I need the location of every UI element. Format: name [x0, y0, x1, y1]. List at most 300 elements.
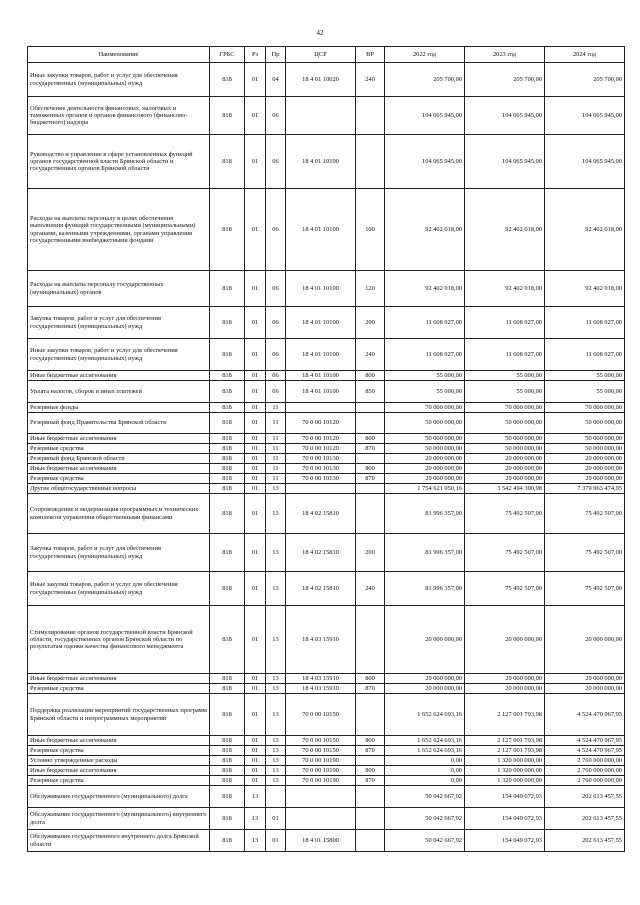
column-header: ЦСР [286, 47, 356, 63]
pr-code: 11 [266, 464, 286, 474]
amount-2022: 70 000 000,00 [385, 403, 465, 413]
rz-code: 01 [245, 484, 266, 494]
table-row [28, 776, 625, 786]
table-row [28, 766, 625, 776]
rz-code: 01 [245, 135, 266, 189]
vr-code [356, 808, 385, 830]
pr-code: 06 [266, 271, 286, 307]
amount-2024: 4 524 470 967,95 [545, 736, 625, 746]
table-row [28, 534, 625, 572]
amount-2023: 20 000 000,00 [465, 606, 545, 674]
table-row [28, 189, 625, 271]
amount-2024: 20 000 000,00 [545, 474, 625, 484]
grbs-code: 818 [210, 97, 245, 135]
row-name: Резервные средства [28, 474, 210, 484]
amount-2022: 55 000,00 [385, 381, 465, 403]
rz-code: 01 [245, 494, 266, 534]
amount-2023: 50 000 000,00 [465, 434, 545, 444]
vr-code: 800 [356, 674, 385, 684]
amount-2023: 154 049 072,93 [465, 830, 545, 852]
amount-2024: 20 000 000,00 [545, 606, 625, 674]
vr-code: 870 [356, 474, 385, 484]
amount-2024: 2 760 000 000,00 [545, 756, 625, 766]
grbs-code: 818 [210, 830, 245, 852]
csr-code: 70 0 00 10190 [286, 766, 356, 776]
pr-code: 06 [266, 371, 286, 381]
amount-2023: 2 127 001 793,98 [465, 736, 545, 746]
amount-2023: 75 492 507,00 [465, 494, 545, 534]
rz-code: 01 [245, 189, 266, 271]
amount-2022: 50 042 667,92 [385, 830, 465, 852]
amount-2023: 154 049 072,93 [465, 808, 545, 830]
csr-code: 70 0 00 10190 [286, 756, 356, 766]
amount-2022: 81 996 357,00 [385, 534, 465, 572]
pr-code: 06 [266, 97, 286, 135]
vr-code: 800 [356, 371, 385, 381]
amount-2022: 11 608 927,00 [385, 307, 465, 339]
row-name: Иные бюджетные ассигнования [28, 736, 210, 746]
grbs-code: 818 [210, 674, 245, 684]
amount-2023: 20 000 000,00 [465, 474, 545, 484]
rz-code: 01 [245, 444, 266, 454]
rz-code: 01 [245, 381, 266, 403]
row-name: Закупка товаров, работ и услуг для обеспечения государственных (муниципальных) нужд [28, 534, 210, 572]
pr-code [266, 786, 286, 808]
rz-code: 01 [245, 766, 266, 776]
vr-code: 850 [356, 381, 385, 403]
vr-code: 870 [356, 444, 385, 454]
grbs-code: 818 [210, 381, 245, 403]
table-row [28, 371, 625, 381]
row-name: Закупка товаров, работ и услуг для обеспечения государственных (муниципальных) нужд [28, 307, 210, 339]
grbs-code: 818 [210, 786, 245, 808]
csr-code: 70 0 00 10130 [286, 454, 356, 464]
grbs-code: 818 [210, 694, 245, 736]
rz-code: 01 [245, 746, 266, 756]
amount-2022: 20 000 000,00 [385, 674, 465, 684]
csr-code: 70 0 00 10120 [286, 413, 356, 434]
pr-code: 04 [266, 63, 286, 97]
table-row [28, 271, 625, 307]
table-row [28, 454, 625, 464]
row-name: Расходы на выплаты персоналу в целях обеспечения выполнения функций государственными (муниципальными) органами, казенными учреждениями, органами управления государственными внебюджетными фондами [28, 189, 210, 271]
rz-code: 01 [245, 464, 266, 474]
grbs-code: 818 [210, 756, 245, 766]
amount-2022: 1 652 624 693,16 [385, 736, 465, 746]
grbs-code: 818 [210, 63, 245, 97]
vr-code [356, 606, 385, 674]
amount-2024: 50 000 000,00 [545, 444, 625, 454]
amount-2022: 0,00 [385, 766, 465, 776]
rz-code: 01 [245, 434, 266, 444]
amount-2024: 205 700,00 [545, 63, 625, 97]
row-name: Иные закупки товаров, работ и услуг для обеспечения государственных (муниципальных) нужд [28, 572, 210, 606]
csr-code [286, 786, 356, 808]
vr-code: 100 [356, 189, 385, 271]
csr-code: 70 0 00 10150 [286, 736, 356, 746]
row-name: Иные закупки товаров, работ и услуг для обеспечения государственных (муниципальных) нужд [28, 63, 210, 97]
rz-code: 13 [245, 830, 266, 852]
table-row [28, 474, 625, 484]
table-row [28, 606, 625, 674]
amount-2023: 92 402 018,00 [465, 189, 545, 271]
row-name: Иные бюджетные ассигнования [28, 766, 210, 776]
vr-code: 240 [356, 339, 385, 371]
table-row [28, 63, 625, 97]
amount-2024: 70 000 000,00 [545, 403, 625, 413]
amount-2022: 1 652 624 693,16 [385, 694, 465, 736]
row-name: Иные бюджетные ассигнования [28, 371, 210, 381]
row-name: Резервный фонд Правительства Брянской области [28, 413, 210, 434]
pr-code: 13 [266, 484, 286, 494]
pr-code: 13 [266, 494, 286, 534]
rz-code: 01 [245, 776, 266, 786]
grbs-code: 818 [210, 444, 245, 454]
csr-code: 70 0 00 10120 [286, 444, 356, 454]
vr-code: 120 [356, 271, 385, 307]
budget-table [27, 46, 625, 852]
amount-2024: 92 402 018,00 [545, 271, 625, 307]
vr-code: 800 [356, 766, 385, 776]
csr-code: 18 4 01 10100 [286, 371, 356, 381]
pr-code: 11 [266, 403, 286, 413]
csr-code: 18 4 01 10100 [286, 381, 356, 403]
csr-code: 18 4 01 10100 [286, 189, 356, 271]
row-name: Стимулирование органов государственной власти Брянской области, государственных органов Брянской области по результатам оценки качества финансового менеджмента [28, 606, 210, 674]
amount-2023: 2 127 001 793,98 [465, 694, 545, 736]
csr-code: 18 4 01 10100 [286, 307, 356, 339]
table-row [28, 403, 625, 413]
vr-code [356, 454, 385, 464]
grbs-code: 818 [210, 434, 245, 444]
csr-code: 18 4 03 15910 [286, 674, 356, 684]
grbs-code: 818 [210, 307, 245, 339]
pr-code: 13 [266, 746, 286, 756]
rz-code: 01 [245, 271, 266, 307]
amount-2022: 50 000 000,00 [385, 413, 465, 434]
amount-2024: 202 613 457,55 [545, 808, 625, 830]
pr-code: 11 [266, 454, 286, 464]
csr-code: 70 0 00 10190 [286, 776, 356, 786]
rz-code: 01 [245, 736, 266, 746]
amount-2024: 50 000 000,00 [545, 413, 625, 434]
amount-2022: 20 000 000,00 [385, 454, 465, 464]
pr-code: 13 [266, 736, 286, 746]
amount-2022: 0,00 [385, 756, 465, 766]
row-name: Резервные средства [28, 684, 210, 694]
amount-2022: 50 042 667,92 [385, 808, 465, 830]
amount-2024: 75 492 507,00 [545, 572, 625, 606]
amount-2023: 92 402 018,00 [465, 271, 545, 307]
rz-code: 01 [245, 403, 266, 413]
pr-code: 13 [266, 776, 286, 786]
grbs-code: 818 [210, 135, 245, 189]
vr-code [356, 494, 385, 534]
vr-code [356, 830, 385, 852]
rz-code: 01 [245, 454, 266, 464]
column-header: ВР [356, 47, 385, 63]
table-row [28, 413, 625, 434]
rz-code: 01 [245, 684, 266, 694]
amount-2024: 75 492 507,00 [545, 534, 625, 572]
row-name: Резервные средства [28, 746, 210, 756]
pr-code: 13 [266, 684, 286, 694]
table-row [28, 484, 625, 494]
amount-2022: 50 000 000,00 [385, 434, 465, 444]
page-number: 42 [316, 29, 324, 37]
amount-2023: 20 000 000,00 [465, 684, 545, 694]
amount-2023: 1 320 000 000,00 [465, 776, 545, 786]
vr-code [356, 786, 385, 808]
amount-2024: 11 608 927,00 [545, 339, 625, 371]
amount-2024: 75 492 507,00 [545, 494, 625, 534]
amount-2022: 81 996 357,00 [385, 494, 465, 534]
pr-code: 11 [266, 413, 286, 434]
grbs-code: 818 [210, 464, 245, 474]
csr-code: 70 0 00 10130 [286, 474, 356, 484]
pr-code: 13 [266, 674, 286, 684]
amount-2022: 50 042 667,92 [385, 786, 465, 808]
csr-code: 18 4 01 10100 [286, 135, 356, 189]
amount-2023: 75 492 507,00 [465, 572, 545, 606]
rz-code: 01 [245, 756, 266, 766]
pr-code: 06 [266, 307, 286, 339]
table-row [28, 307, 625, 339]
rz-code: 01 [245, 474, 266, 484]
table-row [28, 434, 625, 444]
amount-2022: 50 000 000,00 [385, 444, 465, 454]
grbs-code: 818 [210, 776, 245, 786]
amount-2022: 92 402 018,00 [385, 189, 465, 271]
table-row [28, 97, 625, 135]
amount-2024: 104 065 945,00 [545, 97, 625, 135]
row-name: Резервные средства [28, 776, 210, 786]
amount-2024: 4 524 470 967,95 [545, 746, 625, 756]
rz-code: 13 [245, 808, 266, 830]
amount-2022: 20 000 000,00 [385, 464, 465, 474]
table-header-row [28, 47, 625, 63]
vr-code [356, 135, 385, 189]
pr-code: 06 [266, 339, 286, 371]
column-header: Пр [266, 47, 286, 63]
row-name: Иные бюджетные ассигнования [28, 434, 210, 444]
amount-2024: 4 524 470 967,95 [545, 694, 625, 736]
pr-code: 13 [266, 534, 286, 572]
amount-2024: 2 760 000 000,00 [545, 776, 625, 786]
amount-2024: 20 000 000,00 [545, 464, 625, 474]
pr-code: 06 [266, 135, 286, 189]
pr-code: 13 [266, 756, 286, 766]
grbs-code: 818 [210, 484, 245, 494]
rz-code: 01 [245, 674, 266, 684]
csr-code: 18 4 01 10100 [286, 339, 356, 371]
table-row [28, 464, 625, 474]
amount-2023: 50 000 000,00 [465, 413, 545, 434]
csr-code: 70 0 00 10150 [286, 746, 356, 756]
csr-code: 18 4 02 15810 [286, 494, 356, 534]
row-name: Резервные фонды [28, 403, 210, 413]
pr-code: 11 [266, 444, 286, 454]
csr-code [286, 484, 356, 494]
grbs-code: 818 [210, 413, 245, 434]
amount-2023: 104 065 945,00 [465, 135, 545, 189]
rz-code: 01 [245, 413, 266, 434]
amount-2023: 20 000 000,00 [465, 464, 545, 474]
amount-2024: 202 613 457,55 [545, 786, 625, 808]
pr-code: 13 [266, 766, 286, 776]
amount-2024: 55 000,00 [545, 381, 625, 403]
table-row [28, 684, 625, 694]
grbs-code: 818 [210, 684, 245, 694]
amount-2022: 104 065 945,00 [385, 135, 465, 189]
vr-code: 870 [356, 746, 385, 756]
column-header: 2022 год [385, 47, 465, 63]
row-name: Условно утвержденные расходы [28, 756, 210, 766]
rz-code: 01 [245, 339, 266, 371]
rz-code: 01 [245, 572, 266, 606]
amount-2023: 11 608 927,00 [465, 307, 545, 339]
amount-2022: 92 402 018,00 [385, 271, 465, 307]
vr-code [356, 694, 385, 736]
table-row [28, 444, 625, 454]
csr-code: 18 4 02 15810 [286, 572, 356, 606]
vr-code [356, 484, 385, 494]
vr-code: 800 [356, 736, 385, 746]
amount-2022: 81 996 357,00 [385, 572, 465, 606]
amount-2022: 104 065 945,00 [385, 97, 465, 135]
amount-2023: 11 608 927,00 [465, 339, 545, 371]
column-header: Рз [245, 47, 266, 63]
vr-code [356, 403, 385, 413]
csr-code: 18 4 01 10020 [286, 63, 356, 97]
table-row [28, 756, 625, 766]
amount-2023: 3 542 494 300,98 [465, 484, 545, 494]
vr-code: 800 [356, 464, 385, 474]
row-name: Обслуживание государственного (муниципального) внутреннего долга [28, 808, 210, 830]
csr-code: 70 0 00 10130 [286, 464, 356, 474]
row-name: Иные бюджетные ассигнования [28, 674, 210, 684]
amount-2022: 11 608 927,00 [385, 339, 465, 371]
rz-code: 01 [245, 307, 266, 339]
row-name: Иные закупки товаров, работ и услуг для обеспечения государственных (муниципальных) нужд [28, 339, 210, 371]
grbs-code: 818 [210, 371, 245, 381]
vr-code [356, 756, 385, 766]
table-row [28, 736, 625, 746]
amount-2023: 104 065 945,00 [465, 97, 545, 135]
rz-code: 01 [245, 97, 266, 135]
grbs-code: 818 [210, 606, 245, 674]
column-header: Наименование [28, 47, 210, 63]
table-row [28, 135, 625, 189]
pr-code: 13 [266, 694, 286, 736]
rz-code: 01 [245, 606, 266, 674]
amount-2023: 50 000 000,00 [465, 444, 545, 454]
table-body [28, 63, 625, 852]
amount-2024: 20 000 000,00 [545, 684, 625, 694]
pr-code: 11 [266, 434, 286, 444]
csr-code: 18 4 03 15910 [286, 684, 356, 694]
amount-2023: 1 320 000 000,00 [465, 766, 545, 776]
amount-2022: 1 754 621 050,16 [385, 484, 465, 494]
csr-code: 18 4 01 10100 [286, 271, 356, 307]
table-row [28, 694, 625, 736]
amount-2023: 70 000 000,00 [465, 403, 545, 413]
column-header: 2023 год [465, 47, 545, 63]
table-row [28, 339, 625, 371]
column-header: 2024 год [545, 47, 625, 63]
rz-code: 01 [245, 534, 266, 572]
csr-code [286, 808, 356, 830]
row-name: Резервные средства [28, 444, 210, 454]
amount-2024: 50 000 000,00 [545, 434, 625, 444]
amount-2024: 20 000 000,00 [545, 454, 625, 464]
amount-2023: 2 127 001 793,98 [465, 746, 545, 756]
grbs-code: 818 [210, 474, 245, 484]
row-name: Обеспечение деятельности финансовых, налоговых и таможенных органов и органов финансового (финансово-бюджетного) надзора [28, 97, 210, 135]
vr-code [356, 413, 385, 434]
pr-code: 01 [266, 808, 286, 830]
row-name: Обслуживание государственного (муниципального) долга [28, 786, 210, 808]
amount-2024: 202 613 457,55 [545, 830, 625, 852]
amount-2023: 1 320 000 000,00 [465, 756, 545, 766]
table-row [28, 494, 625, 534]
amount-2024: 104 065 945,00 [545, 135, 625, 189]
vr-code: 240 [356, 63, 385, 97]
amount-2023: 20 000 000,00 [465, 454, 545, 464]
csr-code: 70 0 00 10150 [286, 694, 356, 736]
csr-code: 18 4 02 15810 [286, 534, 356, 572]
pr-code: 01 [266, 830, 286, 852]
amount-2022: 20 000 000,00 [385, 606, 465, 674]
table-row [28, 786, 625, 808]
row-name: Иные бюджетные ассигнования [28, 464, 210, 474]
grbs-code: 818 [210, 746, 245, 756]
grbs-code: 818 [210, 339, 245, 371]
pr-code: 11 [266, 474, 286, 484]
vr-code: 200 [356, 534, 385, 572]
row-name: Обслуживание государственного внутреннего долга Брянской области [28, 830, 210, 852]
pr-code: 06 [266, 381, 286, 403]
vr-code: 870 [356, 684, 385, 694]
grbs-code: 818 [210, 494, 245, 534]
grbs-code: 818 [210, 534, 245, 572]
rz-code: 13 [245, 786, 266, 808]
amount-2022: 0,00 [385, 776, 465, 786]
row-name: Поддержка реализации мероприятий государственных программ Брянской области и непрограммных мероприятий [28, 694, 210, 736]
csr-code: 18 4 03 15910 [286, 606, 356, 674]
table-row [28, 674, 625, 684]
amount-2023: 20 000 000,00 [465, 674, 545, 684]
pr-code: 13 [266, 572, 286, 606]
csr-code: 70 0 00 10120 [286, 434, 356, 444]
rz-code: 01 [245, 63, 266, 97]
row-name: Резервный фонд Брянской области [28, 454, 210, 464]
csr-code [286, 403, 356, 413]
amount-2022: 205 700,00 [385, 63, 465, 97]
amount-2024: 7 379 963 474,95 [545, 484, 625, 494]
amount-2023: 205 700,00 [465, 63, 545, 97]
amount-2024: 11 608 927,00 [545, 307, 625, 339]
row-name: Уплата налогов, сборов и иных платежей [28, 381, 210, 403]
csr-code [286, 97, 356, 135]
amount-2023: 75 492 507,00 [465, 534, 545, 572]
table-row [28, 808, 625, 830]
vr-code: 870 [356, 776, 385, 786]
vr-code: 200 [356, 307, 385, 339]
amount-2022: 20 000 000,00 [385, 684, 465, 694]
rz-code: 01 [245, 694, 266, 736]
csr-code: 18 4 01 15800 [286, 830, 356, 852]
